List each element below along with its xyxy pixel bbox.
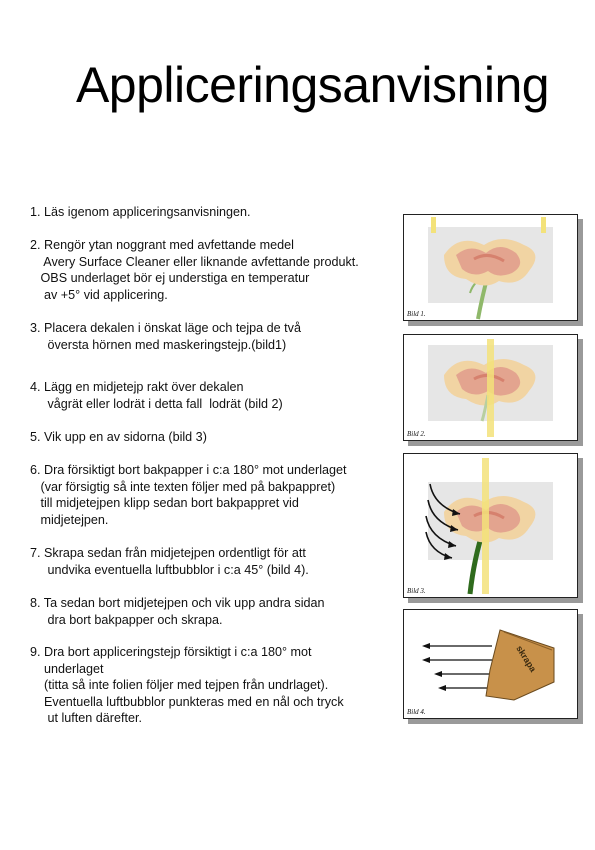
step-line: 4. Lägg en midjetejp rakt över dekalen <box>30 380 244 394</box>
tape-strip <box>431 217 436 233</box>
step-line: (titta så inte folien följer med tejpen från undrlaget). <box>30 678 329 693</box>
step-line: 8. Ta sedan bort midjetejpen och vik upp andra sidan <box>30 596 325 610</box>
tape-strip <box>482 458 489 594</box>
step-line: vågrät eller lodrät i detta fall lodrät (bild 2) <box>30 396 283 411</box>
step-5 <box>30 429 207 446</box>
step-line: OBS underlaget bör ej understiga en temperatur <box>30 271 310 286</box>
step-line: 7. Skrapa sedan från midjetejpen ordentligt för att <box>30 546 306 560</box>
scraper-label: skrapa <box>514 643 539 674</box>
step-1 <box>30 204 251 221</box>
figure-3-label: Bild 3. <box>407 587 426 595</box>
figure-2 <box>403 334 578 441</box>
tape-strip <box>541 217 546 233</box>
step-line: 3. Placera dekalen i önskat läge och tejpa de två <box>30 321 301 335</box>
figure-3 <box>403 453 578 598</box>
figure-4-illustration <box>404 610 577 718</box>
step-line: 5. Vik upp en av sidorna (bild 3) <box>30 430 207 444</box>
step-line: 1. Läs igenom appliceringsanvisningen. <box>30 205 251 219</box>
step-line: (var försigtig så inte texten följer med på bakpappret) <box>30 479 336 494</box>
step-line: underlaget <box>30 661 104 676</box>
step-line: 2. Rengör ytan noggrant med avfettande medel <box>30 238 294 252</box>
step-2 <box>30 237 359 303</box>
step-line: till midjetejpen klipp sedan bort bakpappret vid <box>30 496 299 511</box>
step-line: undvika eventuella luftbubblor i c:a 45° (bild 4). <box>30 562 309 577</box>
figure-2-illustration <box>404 335 577 440</box>
figure-1 <box>403 214 578 321</box>
figure-4 <box>403 609 578 719</box>
step-3 <box>30 320 301 353</box>
scraper-icon <box>486 630 554 700</box>
step-9 <box>30 644 344 727</box>
page-title: Appliceringsanvisning <box>75 57 550 113</box>
figure-3-illustration <box>404 454 577 597</box>
step-line: av +5° vid applicering. <box>30 287 168 302</box>
step-8 <box>30 595 325 628</box>
step-line: ut luften därefter. <box>30 711 143 726</box>
step-6 <box>30 462 347 528</box>
step-line: 6. Dra försiktigt bort bakpapper i c:a 180° mot underlaget <box>30 463 347 477</box>
step-4 <box>30 379 283 412</box>
figure-1-label: Bild 1. <box>407 310 426 318</box>
step-line: översta hörnen med maskeringstejp.(bild1) <box>30 337 287 352</box>
tape-strip <box>487 339 494 437</box>
step-7 <box>30 545 309 578</box>
step-line: dra bort bakpapper och skrapa. <box>30 612 223 627</box>
figure-2-label: Bild 2. <box>407 430 426 438</box>
step-line: 9. Dra bort appliceringstejp försiktigt i c:a 180° mot <box>30 645 312 659</box>
figure-1-illustration <box>404 215 577 320</box>
step-line: Eventuella luftbubblor punkteras med en nål och tryck <box>30 694 344 709</box>
step-line: Avery Surface Cleaner eller liknande avfettande produkt. <box>30 254 359 269</box>
figure-4-label: Bild 4. <box>407 708 426 716</box>
step-line: midjetejpen. <box>30 512 109 527</box>
